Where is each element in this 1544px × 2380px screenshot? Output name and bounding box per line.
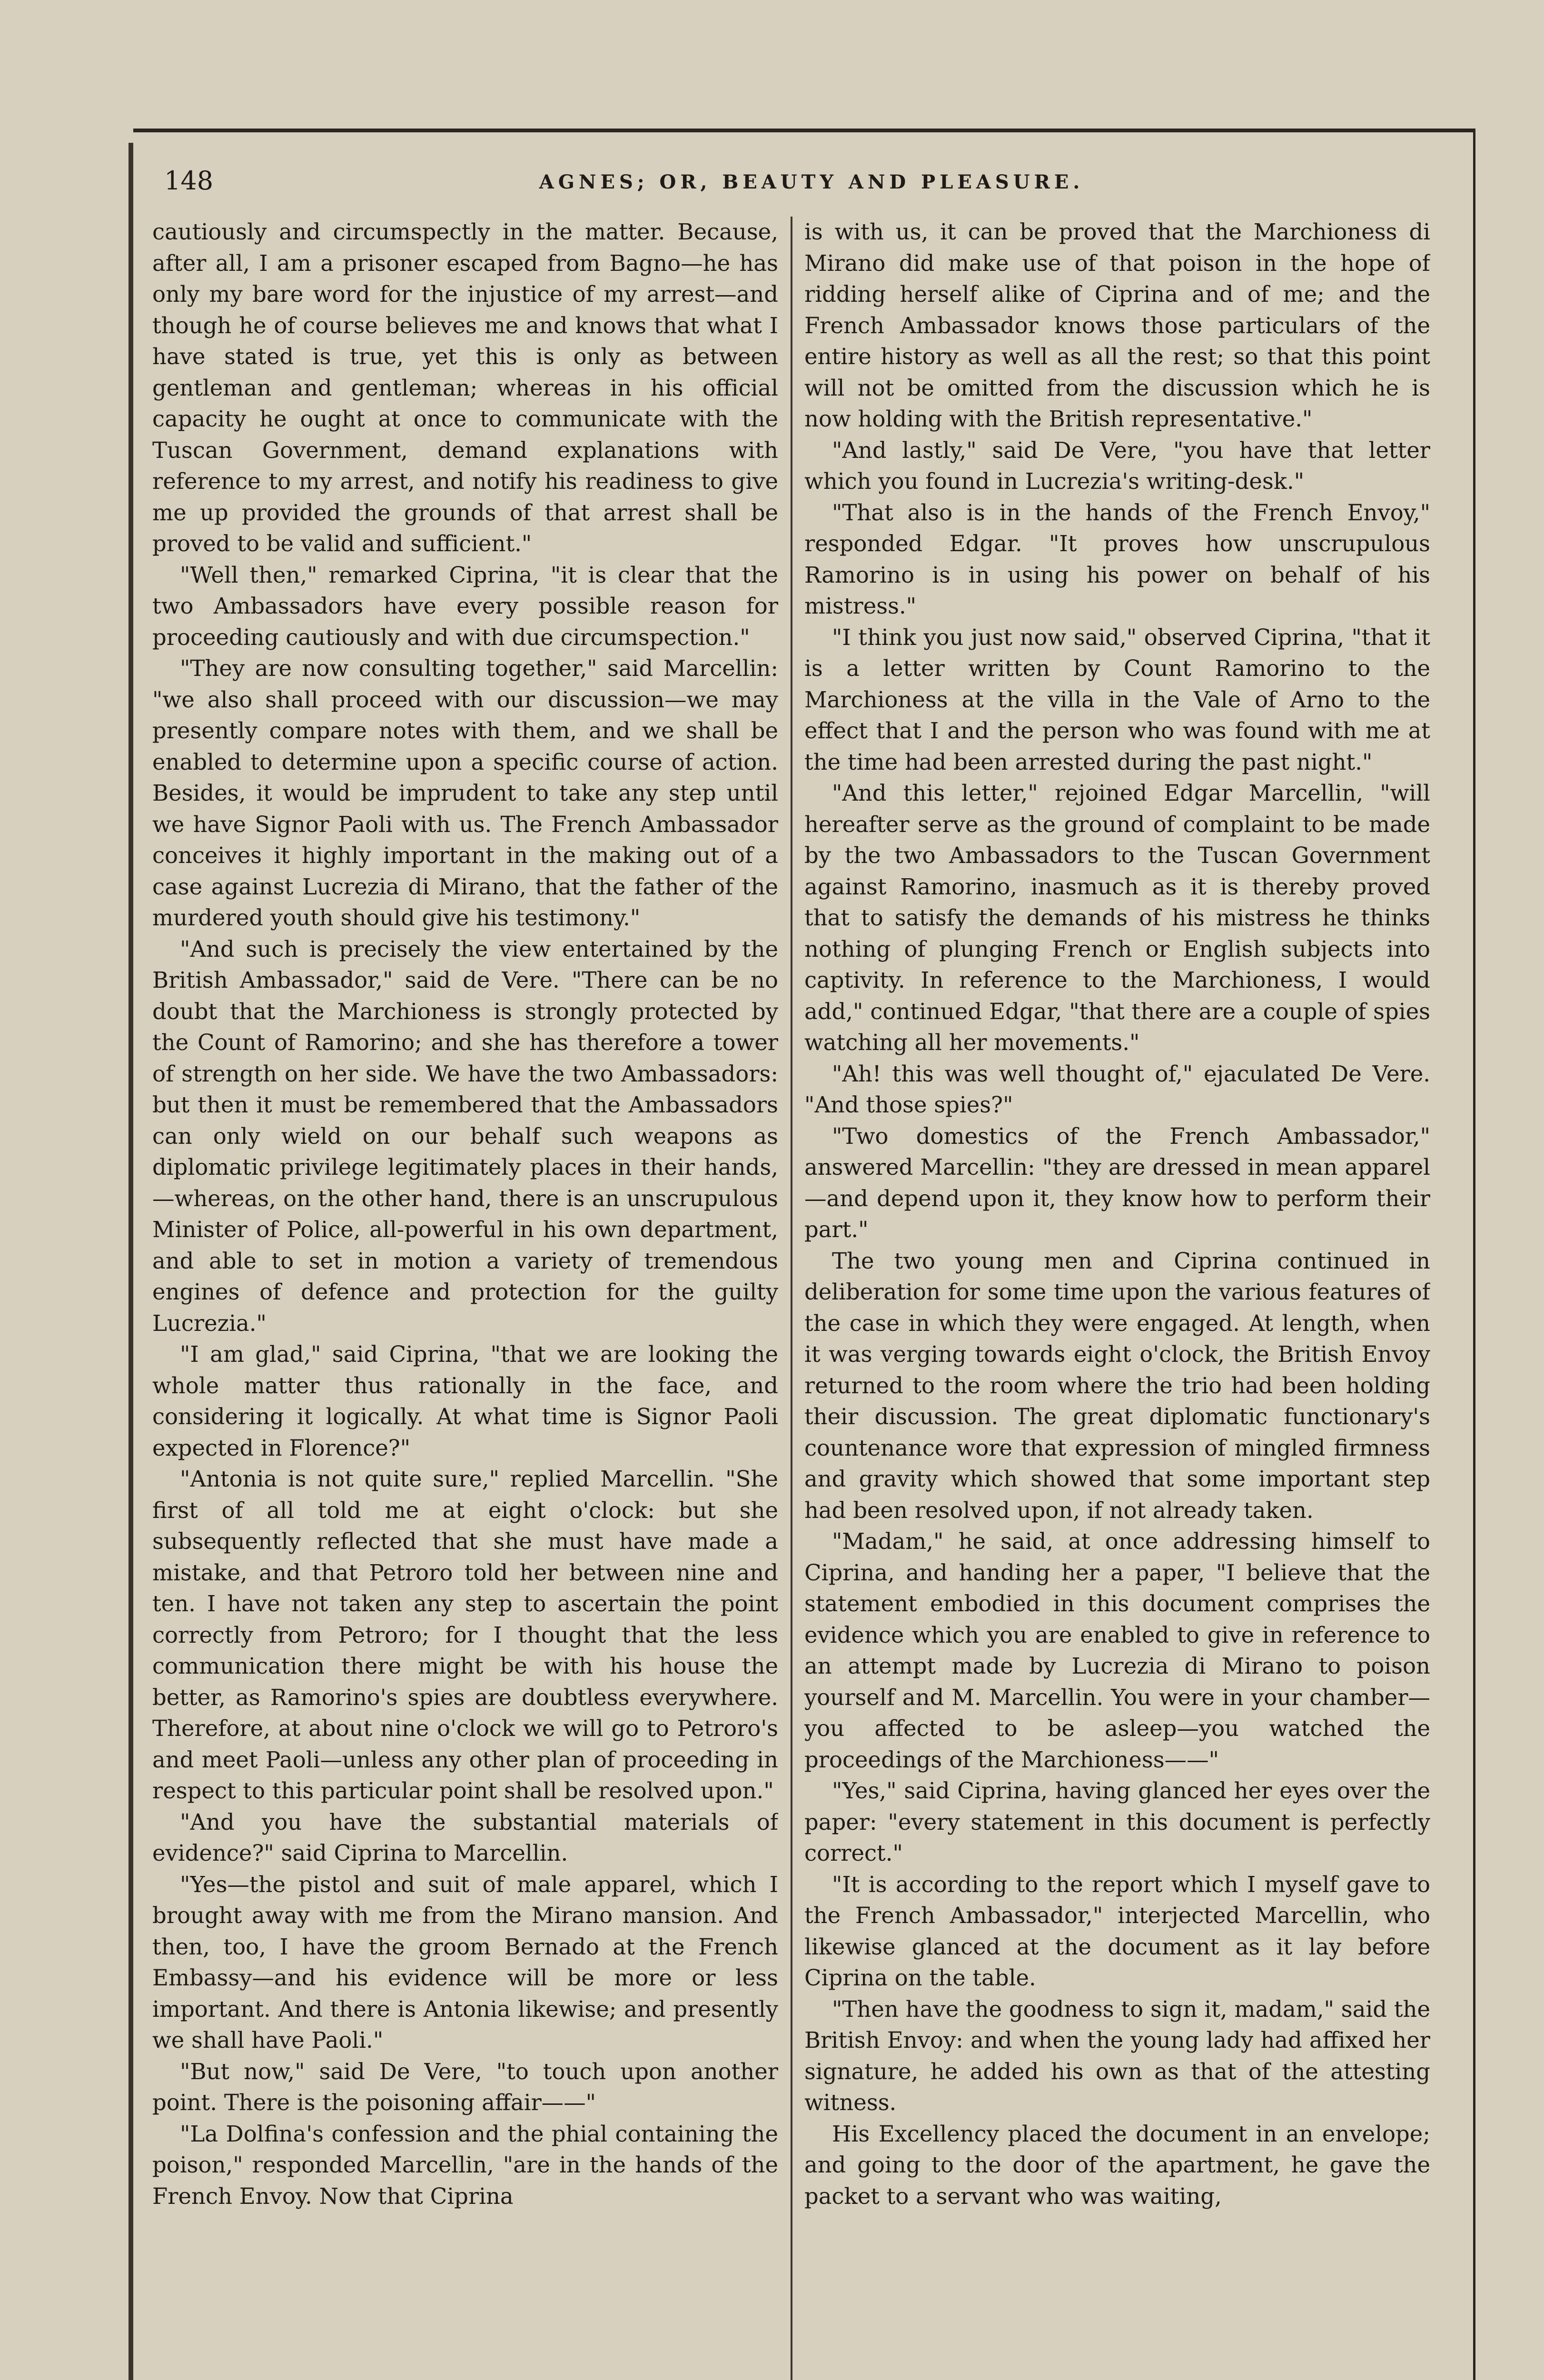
- paragraph: "And such is precisely the view entertained by the British Ambassador," said de Vere. "There can be no doubt that the Marchioness is strongly protected by the Count of Ramorino; and she has therefore a tower of strength on her side. We have the two Ambassadors: but then it must be remembered that the Ambassadors can only wield on our behalf such weapons as diplomatic privilege legitimately places in their hands,—whereas, on the other hand, there is an unscrupulous Minister of Police, all-powerful in his own department, and able to set in motion a variety of tremendous engines of defence and protection for the guilty Lucrezia.": [152, 936, 778, 1336]
- running-head: AGNES; OR, BEAUTY AND PLEASURE.: [539, 171, 1084, 193]
- paragraph: is with us, it can be proved that the Marchioness di Mirano did make use of that poison in the hope of ridding herself alike of Ciprina and of me; and the French Ambassador knows those particulars of the entire history as well as all the rest; so that this point will not be omitted from the discussion which he is now holding with the British representative.": [804, 219, 1430, 432]
- paragraph: "And this letter," rejoined Edgar Marcellin, "will hereafter serve as the ground of complaint to be made by the two Ambassadors to the Tuscan Government against Ramorino, inasmuch as it is thereby proved that to satisfy the demands of his mistress he thinks nothing of plunging French or English subjects into captivity. In reference to the Marchioness, I would add," continued Edgar, "that there are a couple of spies watching all her movements.": [804, 780, 1430, 1055]
- column-divider: [791, 217, 792, 2380]
- paragraph: "That also is in the hands of the French Envoy," responded Edgar. "It proves how unscrupulous Ramorino is in using his power on behalf of his mistress.": [804, 499, 1430, 619]
- paragraph: "And lastly," said De Vere, "you have that letter which you found in Lucrezia's writing-desk.": [804, 437, 1430, 494]
- paragraph: "Ah! this was well thought of," ejaculated De Vere. "And those spies?": [804, 1061, 1430, 1118]
- paragraph: "They are now consulting together," said Marcellin: "we also shall proceed with our discussion—we may presently compare notes with them, and we shall be enabled to determine upon a specific course of action. Besides, it would be imprudent to take any step until we have Signor Paoli with us. The French Ambassador conceives it highly important in the making out of a case against Lucrezia di Mirano, that the father of the murdered youth should give his testimony.": [152, 655, 778, 931]
- paragraph: "And you have the substantial materials of evidence?" said Ciprina to Marcellin.: [152, 1809, 778, 1866]
- paragraph: "I am glad," said Ciprina, "that we are looking the whole matter thus rationally in the face, and considering it logically. At what time is Signor Paoli expected in Florence?": [152, 1341, 778, 1461]
- page-header: [164, 164, 1459, 202]
- paragraph: "I think you just now said," observed Ciprina, "that it is a letter written by Count Ramorino to the Marchioness at the villa in the Vale of Arno to the effect that I and the person who was found with me at the time had been arrested during the past night.": [804, 624, 1430, 775]
- page-number: 148: [164, 166, 214, 196]
- right-column: [804, 217, 1430, 2380]
- paragraph: "But now," said De Vere, "to touch upon another point. There is the poisoning affair——": [152, 2058, 778, 2115]
- paragraph: "It is according to the report which I myself gave to the French Ambassador," interjected Marcellin, who likewise glanced at the document as it lay before Ciprina on the table.: [804, 1871, 1430, 1991]
- paragraph: "Madam," he said, at once addressing himself to Ciprina, and handing her a paper, "I believe that the statement embodied in this document comprises the evidence which you are enabled to give in reference to an attempt made by Lucrezia di Mirano to poison yourself and M. Marcellin. You were in your chamber—you affected to be asleep—you watched the proceedings of the Marchioness——": [804, 1528, 1430, 1773]
- paragraph: "Well then," remarked Ciprina, "it is clear that the two Ambassadors have every possible reason for proceeding cautiously and with due circumspection.": [152, 562, 778, 650]
- left-column: [152, 217, 778, 2380]
- paragraph: The two young men and Ciprina continued in deliberation for some time upon the various features of the case in which they were engaged. At length, when it was verging towards eight o'clock, the British Envoy returned to the room where the trio had been holding their discussion. The great diplomatic functionary's countenance wore that expression of mingled firmness and gravity which showed that some important step had been resolved upon, if not already taken.: [804, 1248, 1430, 1523]
- page-border-left: [129, 143, 133, 2380]
- paragraph: "Then have the goodness to sign it, madam," said the British Envoy: and when the young lady had affixed her signature, he added his own as that of the attesting witness.: [804, 1996, 1430, 2115]
- paragraph: His Excellency placed the document in an envelope; and going to the door of the apartment, he gave the packet to a servant who was waiting,: [804, 2121, 1430, 2209]
- paragraph: "Two domestics of the French Ambassador," answered Marcellin: "they are dressed in mean apparel—and depend upon it, they know how to perform their part.": [804, 1123, 1430, 1242]
- paragraph: cautiously and circumspectly in the matter. Because, after all, I am a prisoner escaped from Bagno—he has only my bare word for the injustice of my arrest—and though he of course believes me and knows that what I have stated is true, yet this is only as between gentleman and gentleman; whereas in his official capacity he ought at once to communicate with the Tuscan Government, demand explanations with reference to my arrest, and notify his readiness to give me up provided the grounds of that arrest shall be proved to be valid and sufficient.": [152, 219, 778, 556]
- paragraph: "Yes," said Ciprina, having glanced her eyes over the paper: "every statement in this document is perfectly correct.": [804, 1778, 1430, 1866]
- paragraph: "Yes—the pistol and suit of male apparel, which I brought away with me from the Mirano mansion. And then, too, I have the groom Bernado at the French Embassy—and his evidence will be more or less important. And there is Antonia likewise; and presently we shall have Paoli.": [152, 1871, 778, 2053]
- paragraph: "Antonia is not quite sure," replied Marcellin. "She first of all told me at eight o'clock: but she subsequently reflected that she must have made a mistake, and that Petroro told her between nine and ten. I have not taken any step to ascertain the point correctly from Petroro; for I thought that the less communication there might be with his house the better, as Ramorino's spies are doubtless everywhere. Therefore, at about nine o'clock we will go to Petroro's and meet Paoli—unless any other plan of proceeding in respect to this particular point shall be resolved upon.": [152, 1466, 778, 1804]
- paragraph: "La Dolfina's confession and the phial containing the poison," responded Marcellin, "are in the hands of the French Envoy. Now that Ciprina: [152, 2121, 778, 2209]
